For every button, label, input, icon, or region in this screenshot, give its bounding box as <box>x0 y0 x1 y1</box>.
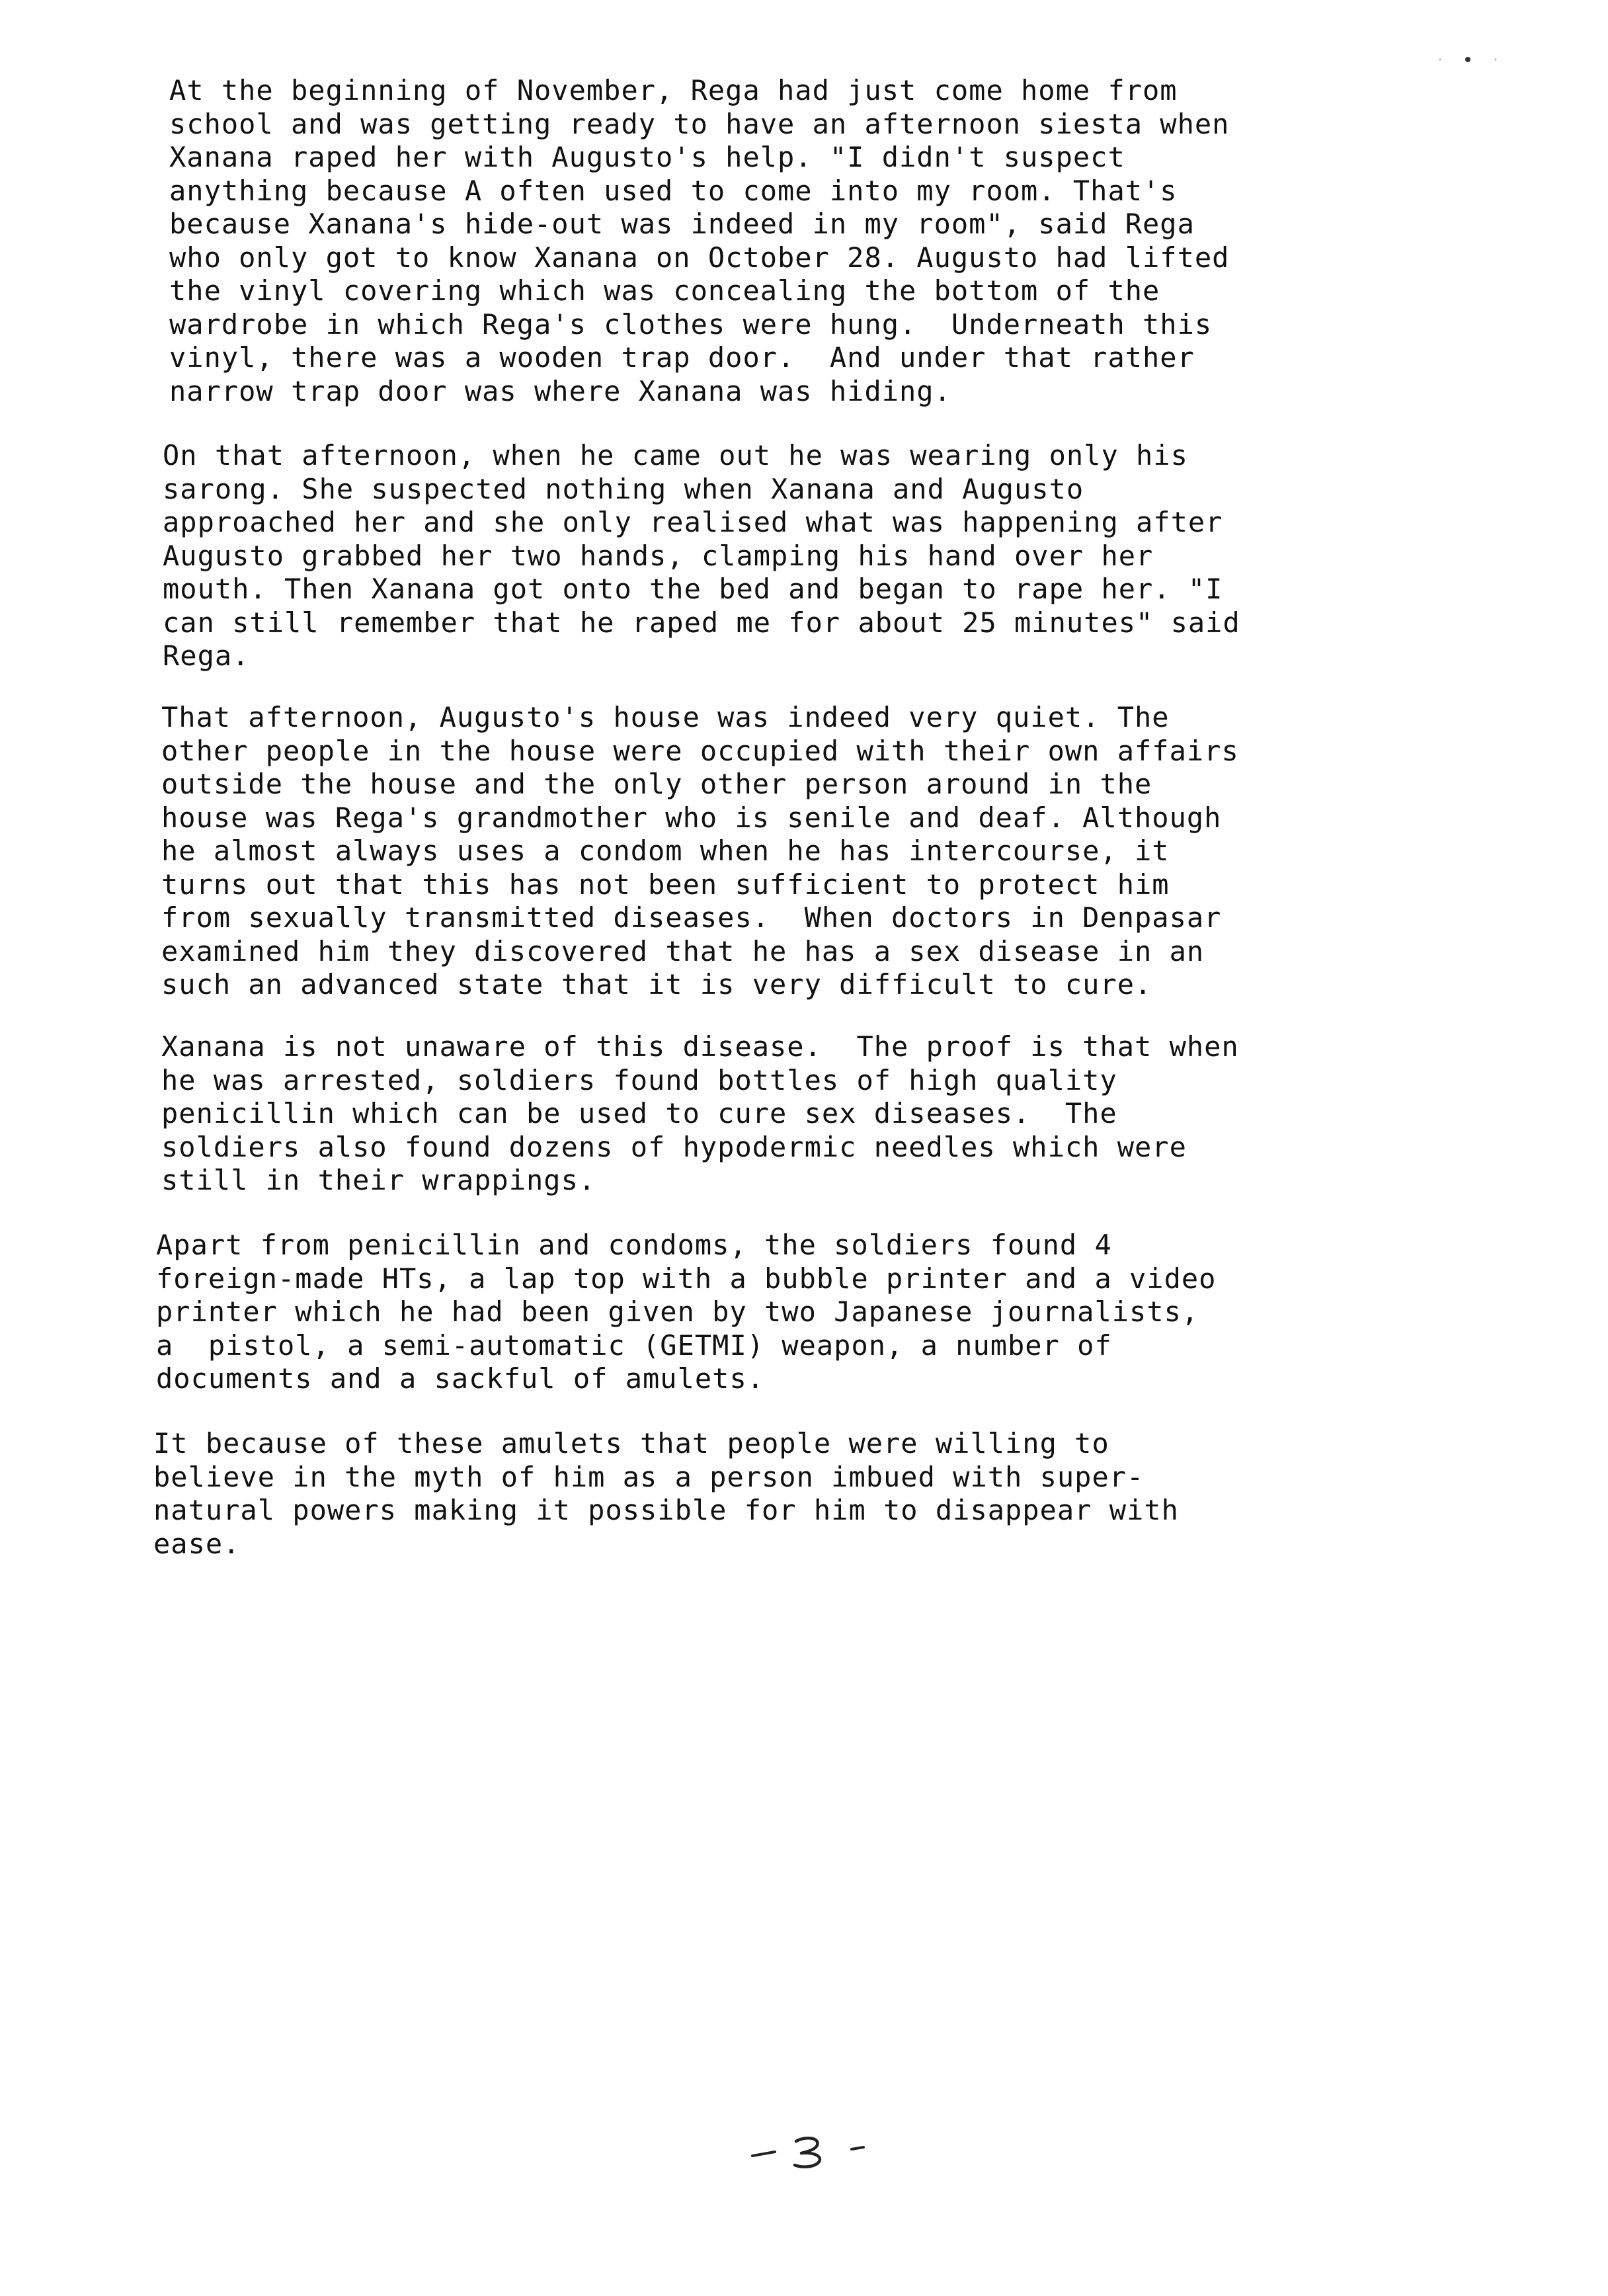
paragraph-2: On that afternoon, when he came out he was wearing only his sarong. She suspected nothing when Xanana and Augusto approached her and she only realised what was happening after Augusto grabbed her two hands, clamping his hand over her mouth. Then Xanana got onto the bed and began to rape her. "I can still remember that he raped me for about 25 minutes" said Rega. <box>163 439 1240 672</box>
handwritten-page-number <box>727 2129 899 2176</box>
paragraph-1: At the beginning of November, Rega had just come home from school and was getting ready to have an afternoon siesta when Xanana raped her with Augusto's help. "I didn't suspect anything because A often used to come into my room. That's because Xanana's hide-out was indeed in my room", said Rega who only got to know Xanana on October 28. Augusto had lifted the vinyl covering which was concealing the bottom of the wardrobe in which Rega's clothes were hung. Underneath this vinyl, there was a wooden trap door. And under that rather narrow trap door was where Xanana was hiding. <box>169 74 1230 407</box>
scan-specks <box>1428 53 1508 66</box>
paragraph-5: Apart from penicillin and condoms, the soldiers found 4 foreign-made HTs, a lap top with a bubble printer and a video printer which he had been given by two Japanese journalists, a pistol, a semi-automatic (GETMI) weapon, a number of documents and a sackful of amulets. <box>156 1229 1217 1395</box>
paragraph-4: Xanana is not unaware of this disease. The proof is that when he was arrested, soldiers found bottles of high quality penicillin which can be used to cure sex diseases. The soldiers also found dozens of hypodermic needles which were still in their wrappings. <box>161 1030 1239 1196</box>
paragraph-6: It because of these amulets that people were willing to believe in the myth of him as a person imbued with super- natural powers making it possible for him to disappear with ease. <box>153 1427 1179 1560</box>
paragraph-3: That afternoon, Augusto's house was indeed very quiet. The other people in the house were occupied with their own affairs outside the house and the only other person around in the house was Rega's grandmother who is senile and deaf. Although he almost always uses a condom when he has intercourse, it turns out that this has not been sufficient to protect him from sexually transmitted diseases. When doctors in Denpasar examined him they discovered that he has a sex disease in an such an advanced state that it is very difficult to cure. <box>161 701 1239 1001</box>
